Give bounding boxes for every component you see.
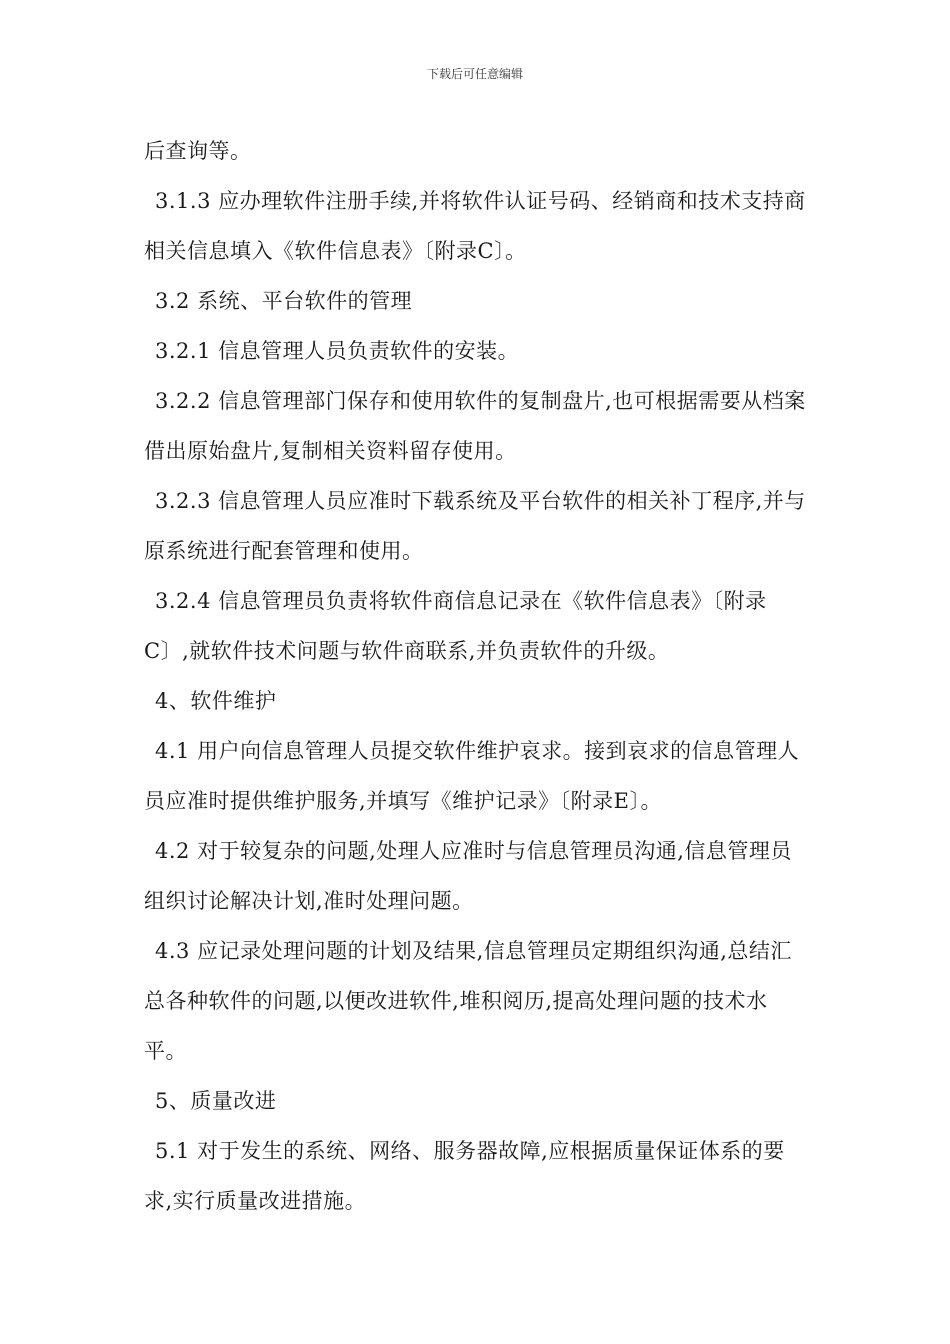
- paragraph-4-1: 4.1 用户向信息管理人员提交软件维护哀求。接到哀求的信息管理人员应准时提供维护服务,并填写《维护记录》〔附录E〕。: [144, 739, 800, 813]
- heading-4: 4、软件维护: [155, 689, 277, 713]
- document-body: [144, 126, 810, 1226]
- heading-5: 5、质量改进: [155, 1089, 277, 1113]
- paragraph-3-2-4: 3.2.4 信息管理员负责将软件商信息记录在《软件信息表》〔附录C〕,就软件技术问题与软件商联系,并负责软件的升级。: [144, 589, 767, 663]
- paragraph-3-2-1: 3.2.1 信息管理人员负责软件的安装。: [155, 339, 520, 363]
- page-header: 下载后可任意编辑: [426, 67, 523, 81]
- paragraph-3-2-2: 3.2.2 信息管理部门保存和使用软件的复制盘片,也可根据需要从档案借出原始盘片,复制相关资料留存使用。: [144, 389, 806, 463]
- paragraph-4-3: 4.3 应记录处理问题的计划及结果,信息管理员定期组织沟通,总结汇总各种软件的问题,以便改进软件,堆积阅历,提高处理问题的技术水平。: [144, 939, 792, 1063]
- paragraph-5-1: 5.1 对于发生的系统、网络、服务器故障,应根据质量保证体系的要求,实行质量改进措施。: [144, 1139, 785, 1213]
- paragraph-3-1-3: 3.1.3 应办理软件注册手续,并将软件认证号码、经销商和技术支持商相关信息填入《软件信息表》〔附录C〕。: [144, 189, 806, 263]
- heading-3-2: 3.2 系统、平台软件的管理: [155, 289, 413, 313]
- paragraph-4-2: 4.2 对于较复杂的问题,处理人应准时与信息管理员沟通,信息管理员组织讨论解决计划,准时处理问题。: [144, 839, 792, 913]
- paragraph-continuation: 后查询等。: [144, 139, 252, 163]
- paragraph-3-2-3: 3.2.3 信息管理人员应准时下载系统及平台软件的相关补丁程序,并与原系统进行配套管理和使用。: [144, 489, 806, 563]
